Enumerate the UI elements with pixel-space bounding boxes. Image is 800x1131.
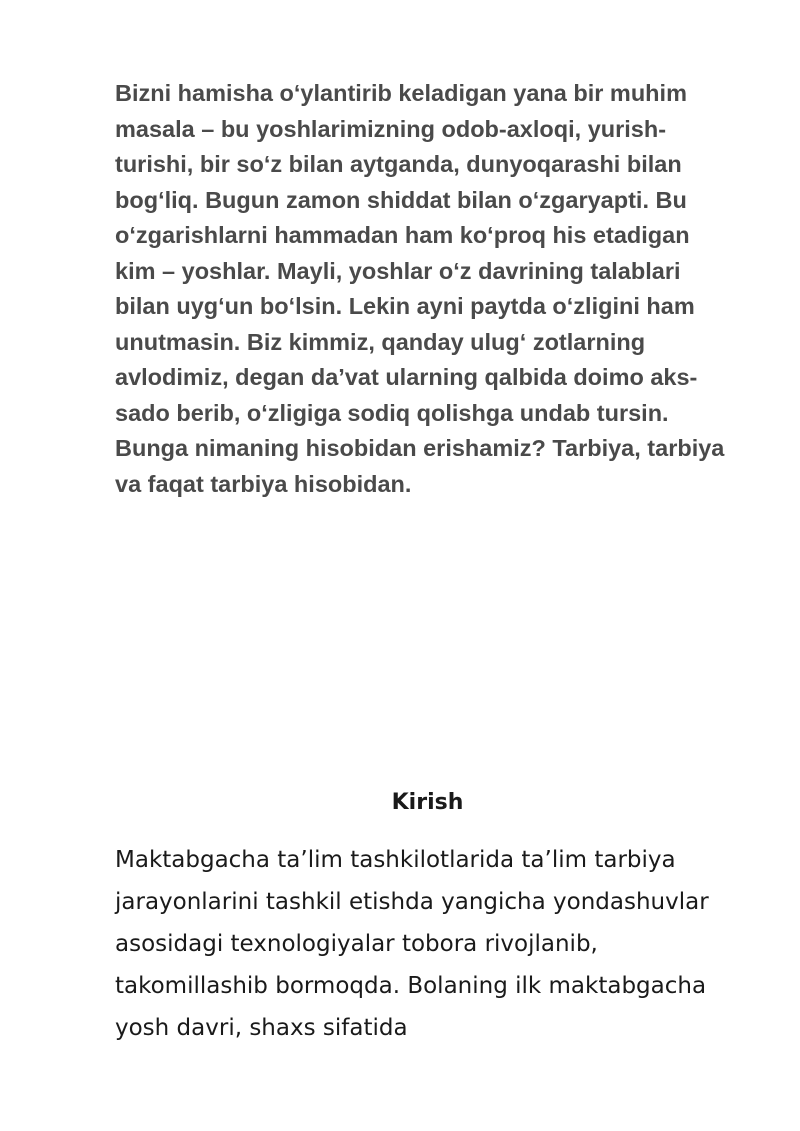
section-heading: Kirish	[391, 790, 464, 815]
section-paragraph: Maktabgacha ta’lim tashkilotlarida ta’lim tarbiya jarayonlarini tashkil etishda yangicha yondashuvlar asosidagi texnologiyalar tobora rivojlanib, takomillashib bormoqda. Bolaning ilk maktabgacha yosh davri, shaxs sifatida	[115, 847, 709, 1041]
epigraph-quote: Bizni hamisha oʻylantirib keladigan yana bir muhim masala – bu yoshlarimizning odob-axloqi, yurish-turishi, bir soʻz bilan aytganda, dunyoqarashi bilan bogʻliq. Bugun zamon shiddat bilan oʻzgaryapti. Bu oʻzgarishlarni hammadan ham koʻproq his etadigan kim – yoshlar. Mayli, yoshlar oʻz davrining talablari bilan uygʻun boʻlsin. Lekin ayni paytda oʻzligini ham unutmasin. Biz kimmiz, qanday ulugʻ zotlarning avlodimiz, degan da’vat ularning qalbida doimo aks-sado berib, oʻzligiga sodiq qolishga undab tursin. Bunga nimaning hisobidan erishamiz? Tarbiya, tarbiya va faqat tarbiya hisobidan.	[115, 80, 725, 497]
